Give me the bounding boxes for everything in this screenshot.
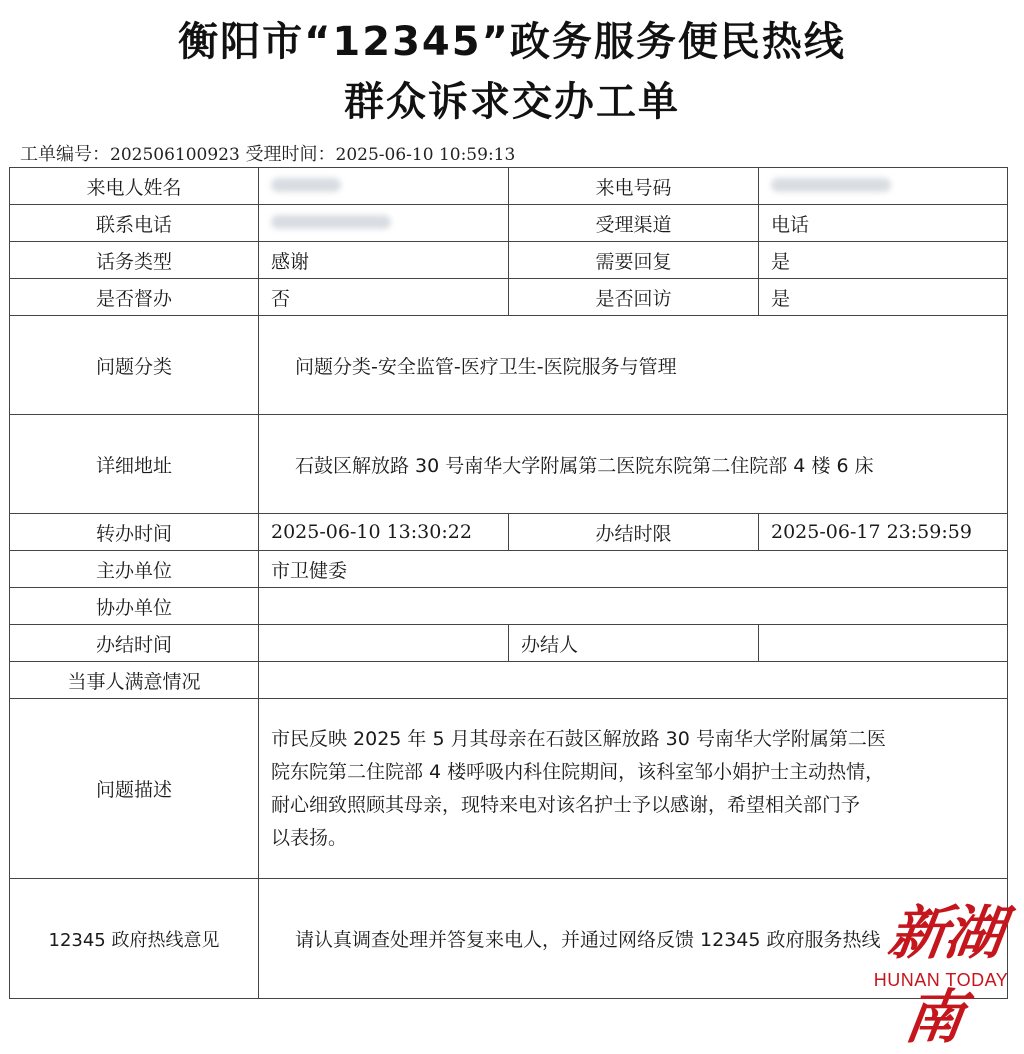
caller-phone-label: 来电号码: [509, 168, 759, 205]
table-row: [10, 588, 1008, 625]
work-order-table: [9, 167, 1008, 999]
supervise-value: 否: [259, 279, 509, 316]
redacted-contact-phone: [271, 215, 391, 229]
caller-name-value: [259, 168, 509, 205]
logo-en-text: HUNAN TODAY: [873, 970, 1009, 990]
table-row: [10, 205, 1008, 242]
caller-phone-value: [759, 168, 1008, 205]
satisfaction-value: [259, 662, 1008, 699]
accept-time: 2025-06-10 10:59:13: [335, 145, 516, 165]
table-row: [10, 168, 1008, 205]
type-value: 感谢: [259, 242, 509, 279]
description-line: 院东院第二住院部 4 楼呼吸内科住院期间，该科室邹小娟护士主动热情，: [271, 760, 885, 783]
table-row: [10, 316, 1008, 415]
deadline-value: 2025-06-17 23:59:59: [759, 514, 1008, 551]
opinion-label: 12345 政府热线意见: [10, 879, 259, 999]
order-meta: [20, 140, 515, 166]
address-label: 详细地址: [10, 415, 259, 514]
done-time-label: 办结时间: [10, 625, 259, 662]
order-no-label: 工单编号：: [20, 144, 110, 165]
hunan-today-logo: [860, 886, 1020, 1051]
table-row: [10, 242, 1008, 279]
table-row: [10, 625, 1008, 662]
channel-value: 电话: [759, 205, 1008, 242]
redacted-caller-phone: [771, 178, 891, 192]
opinion-value: 请认真调查处理并答复来电人，并通过网络反馈 12345 政府服务热线: [259, 879, 1008, 999]
assist-unit-label: 协办单位: [10, 588, 259, 625]
main-unit-value: 市卫健委: [259, 551, 1008, 588]
page-subtitle: 群众诉求交办工单: [344, 79, 680, 125]
revisit-label: 是否回访: [509, 279, 759, 316]
main-unit-label: 主办单位: [10, 551, 259, 588]
page-title: 衡阳市“12345”政务服务便民热线: [178, 19, 846, 65]
category-value: 问题分类-安全监管-医疗卫生-医院服务与管理: [259, 316, 1008, 415]
description-line: 市民反映 2025 年 5 月其母亲在石鼓区解放路 30 号南华大学附属第二医: [271, 727, 886, 750]
caller-name-label: 来电人姓名: [10, 168, 259, 205]
done-person-label: 办结人: [509, 625, 759, 662]
done-time-value: [259, 625, 509, 662]
order-no: 202506100923: [110, 145, 240, 165]
assist-unit-value: [259, 588, 1008, 625]
accept-time-label: 受理时间：: [239, 144, 336, 165]
channel-label: 受理渠道: [509, 205, 759, 242]
satisfaction-label: 当事人满意情况: [10, 662, 259, 699]
table-row: [10, 415, 1008, 514]
description-value: [259, 699, 1008, 879]
description-line: 以表扬。: [271, 826, 348, 849]
logo-cn-text: 新湖南: [884, 899, 1006, 1051]
table-row: [10, 699, 1008, 879]
description-line: 耐心细致照顾其母亲，现特来电对该名护士予以感谢，希望相关部门予: [271, 793, 861, 816]
reply-needed-label: 需要回复: [509, 242, 759, 279]
table-row: [10, 551, 1008, 588]
contact-phone-value: [259, 205, 509, 242]
transfer-time-label: 转办时间: [10, 514, 259, 551]
description-label: 问题描述: [10, 699, 259, 879]
redacted-caller-name: [271, 178, 341, 192]
type-label: 话务类型: [10, 242, 259, 279]
table-row: [10, 662, 1008, 699]
deadline-label: 办结时限: [509, 514, 759, 551]
done-person-value: [759, 625, 1008, 662]
contact-phone-label: 联系电话: [10, 205, 259, 242]
supervise-label: 是否督办: [10, 279, 259, 316]
revisit-value: 是: [759, 279, 1008, 316]
address-value: 石鼓区解放路 30 号南华大学附属第二医院东院第二住院部 4 楼 6 床: [259, 415, 1008, 514]
table-row: [10, 514, 1008, 551]
table-row: [10, 279, 1008, 316]
reply-needed-value: 是: [759, 242, 1008, 279]
transfer-time-value: 2025-06-10 13:30:22: [259, 514, 509, 551]
category-label: 问题分类: [10, 316, 259, 415]
